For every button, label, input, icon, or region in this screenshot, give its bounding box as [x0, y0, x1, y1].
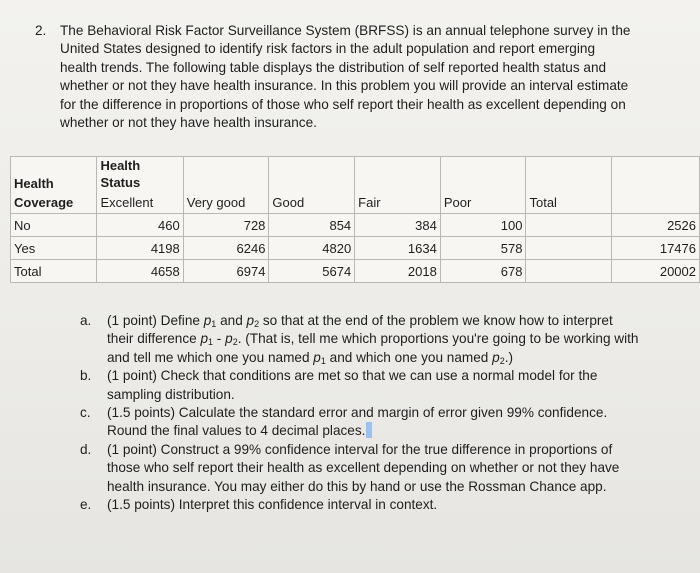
question-number: 2.	[35, 23, 47, 38]
cell-value: 728	[183, 214, 269, 237]
subscript: 1	[211, 319, 217, 329]
cell-value: 578	[440, 237, 526, 260]
p2-symbol: p	[225, 331, 233, 347]
cell-value: 4198	[97, 237, 183, 260]
part-text: (1.5 points) Interpret this confidence interval in context.	[107, 497, 438, 513]
text-cursor	[366, 422, 372, 438]
subscript: 2	[499, 355, 505, 366]
blank-cell	[355, 157, 441, 192]
part-d	[80, 441, 640, 496]
col-header-total: Total	[526, 191, 612, 214]
row-header-line2: Coverage	[11, 191, 97, 214]
p1-symbol: p	[313, 349, 321, 365]
subscript: 2	[254, 319, 260, 329]
row-label: Total	[11, 260, 97, 283]
cell-value	[526, 260, 612, 283]
col-group-line1: Health	[100, 158, 141, 173]
part-label: c.	[80, 405, 91, 421]
part-e	[80, 496, 640, 514]
part-text: -	[213, 331, 226, 347]
part-label: d.	[80, 441, 92, 457]
part-label: e.	[80, 497, 92, 513]
table-header-row-2	[11, 191, 700, 214]
table-row	[11, 260, 700, 283]
part-text: so that at the end of the problem we know how to interpret their difference	[107, 313, 613, 347]
col-header-poor: Poor	[440, 191, 526, 214]
blank-cell	[526, 157, 612, 192]
cell-value: 678	[440, 260, 526, 283]
cell-value: 17476	[612, 237, 700, 260]
col-header-fair: Fair	[355, 191, 441, 214]
subscript: 2	[232, 337, 238, 348]
row-header-line1: Health	[11, 157, 97, 192]
part-text: (1 point) Define	[107, 313, 204, 328]
cell-value: 6974	[183, 260, 269, 283]
part-text: .)	[504, 349, 514, 365]
part-a	[80, 312, 640, 367]
blank-cell	[612, 157, 700, 192]
blank-cell	[269, 157, 355, 192]
part-text: and	[216, 313, 247, 328]
part-text: (1 point) Check that conditions are met so that we can use a normal model for the sampling distribution.	[107, 368, 598, 402]
part-text: and which one you named	[325, 349, 493, 365]
p1-symbol: p	[200, 331, 209, 347]
part-text: . (That is, tell me which proportions you're going to be working with and tell me which one you named	[107, 331, 639, 365]
col-group-header	[97, 157, 183, 192]
blank-cell	[440, 157, 526, 192]
col-header-excellent: Excellent	[97, 191, 183, 214]
part-label: b.	[80, 368, 92, 384]
cell-value: 4658	[97, 260, 183, 283]
part-text: (1 point) Construct a 99% confidence interval for the true difference in proportions of those who self report their health as excellent depending on whether or not they have health insurance. You may either do this by hand or use the Rossman Chance app.	[107, 441, 620, 494]
question-text: The Behavioral Risk Factor Surveillance System (BRFSS) is an annual telephone survey in the United States designed to identify risk factors in the adult population and report emerging health trends. The following table displays the distribution of self reported health status and whether or not they have health insurance. In this problem you will provide an interval estimate for the difference in proportions of those who self report their health as excellent depending on whether or not they have health insurance.	[60, 23, 631, 131]
cell-value: 2018	[355, 260, 441, 283]
row-label: Yes	[11, 237, 97, 260]
subscript: 1	[320, 355, 326, 366]
blank-cell	[183, 157, 269, 192]
cell-value: 854	[269, 214, 355, 237]
cell-value	[526, 237, 612, 260]
table-row	[11, 214, 700, 237]
row-label: No	[11, 214, 97, 237]
cell-value: 100	[440, 214, 526, 237]
p1-symbol: p	[203, 313, 212, 328]
cell-value	[526, 214, 612, 237]
cell-value: 2526	[612, 214, 700, 237]
part-c	[80, 404, 640, 441]
cell-value: 384	[355, 214, 441, 237]
table-header-row-1	[11, 157, 700, 192]
question-parts	[80, 312, 640, 514]
cell-value: 460	[97, 214, 183, 237]
col-header-good: Good	[269, 191, 355, 214]
cell-value: 5674	[269, 260, 355, 283]
p2-symbol: p	[492, 349, 500, 365]
col-header-very-good: Very good	[183, 191, 269, 214]
part-text: (1.5 points) Calculate the standard error and margin of error given 99% confidence. Round the final values to 4 decimal places.	[107, 405, 608, 439]
part-label: a.	[80, 313, 92, 328]
part-b	[80, 367, 640, 404]
col-group-line2: Status	[100, 175, 141, 190]
health-status-table	[10, 156, 700, 283]
blank-cell	[612, 191, 700, 214]
p2-symbol: p	[246, 313, 255, 328]
cell-value: 20002	[612, 260, 700, 283]
cell-value: 4820	[269, 237, 355, 260]
table-row	[11, 237, 700, 260]
cell-value: 6246	[183, 237, 269, 260]
cell-value: 1634	[355, 237, 441, 260]
question-2	[35, 22, 635, 132]
subscript: 1	[208, 337, 214, 348]
